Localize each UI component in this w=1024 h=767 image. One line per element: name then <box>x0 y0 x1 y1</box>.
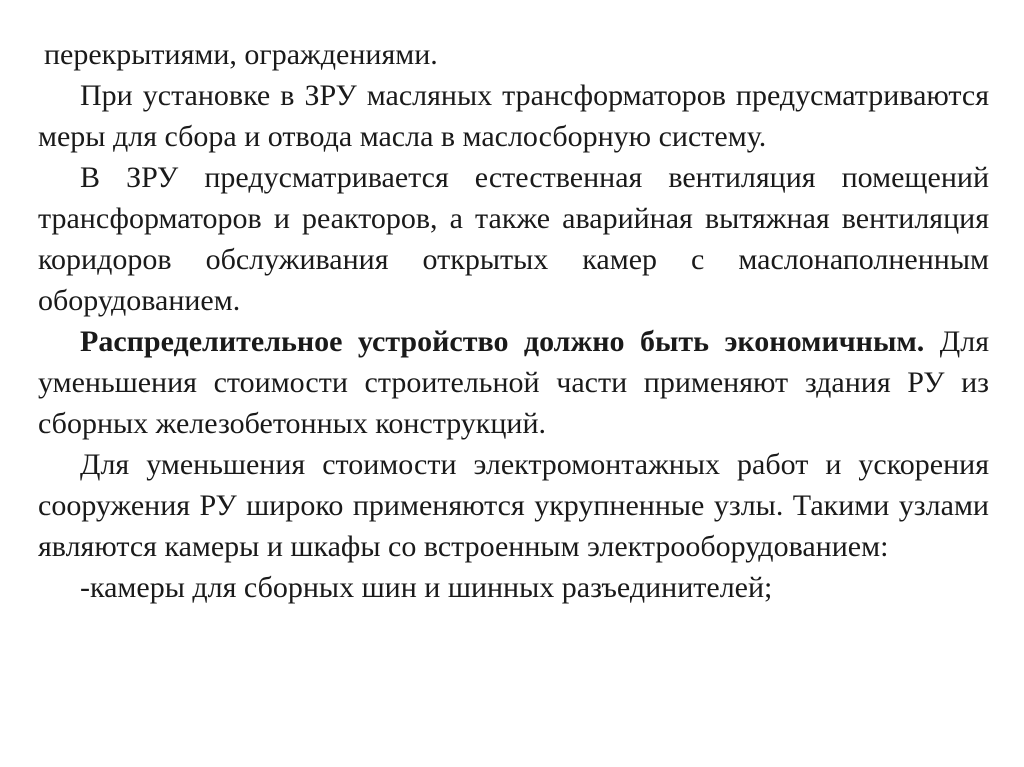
paragraph-text: Для уменьшения стоимости строительной части применяют здания РУ из сборных железобетонных конструкций. <box>38 325 989 440</box>
paragraph-text: При установке в ЗРУ масляных трансформаторов предусматриваются меры для сбора и отвода масла в маслосборную систему. <box>38 79 989 153</box>
paragraph-bold-lead: Распределительное устройство должно быть экономичным. <box>80 325 925 358</box>
paragraph-oil-transformers <box>38 75 989 157</box>
paragraph-text: -камеры для сборных шин и шинных разъединителей; <box>80 571 773 604</box>
paragraph-text: Для уменьшения стоимости электромонтажных работ и ускорения сооружения РУ широко применяются укрупненные узлы. Такими узлами являются камеры и шкафы со встроенным электрооборудованием: <box>38 448 989 563</box>
paragraph-assembly-units <box>38 444 989 567</box>
paragraph-text: перекрытиями, ограждениями. <box>44 38 438 71</box>
paragraph-continuation <box>38 34 989 75</box>
paragraph-list-item <box>38 567 989 608</box>
paragraph-ventilation <box>38 157 989 321</box>
document-page <box>38 34 989 608</box>
paragraph-economy <box>38 321 989 444</box>
paragraph-text: В ЗРУ предусматривается естественная вентиляция помещений трансформаторов и реакторов, а также аварийная вытяжная вентиляция коридоров обслуживания открытых камер с маслонаполненным оборудованием. <box>38 161 989 317</box>
